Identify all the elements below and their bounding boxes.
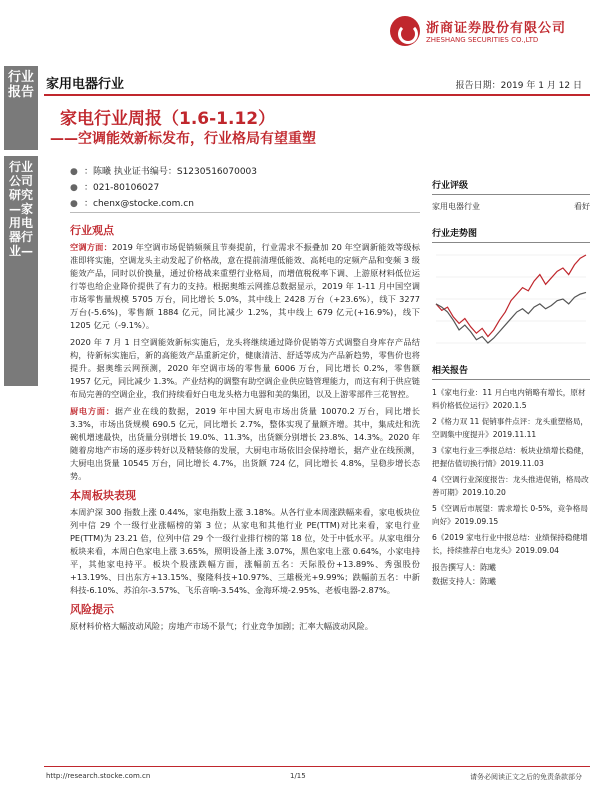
kitchen-text: 据产业在线的数据，2019 年中国大厨电市场出货量 10070.2 万台，同比增长 3.3%，市场出货规模 690.5 亿元，同比增长 2.7%，整体实现了量额齐增。其中，集成灶和洗碗机增速最快，出货量分别增长 19.0%、11.3%，出货额分别增长 23.8%、14.3%。2020 年随着房地产市场的逐步转好以及精装修的发展，大厨电市场依旧会保持增长，据产业在线预测，大厨电出货量 10545 万台，同比增长 4.7%，出货额 724 亿，同比增长 4.8%，呈稳步增长态势。 <box>70 406 420 481</box>
related-item[interactable]: 6《2019 家电行业中报总结：业绩保持稳健增长，持续推荐白电龙头》2019.09.04 <box>432 533 588 555</box>
related-item[interactable]: 2《格力双 11 促销事件点评：龙头重塑格局，空调集中度提升》2019.11.11 <box>432 417 589 439</box>
weekly-paragraph: 本周沪深 300 指数上涨 0.44%，家电指数上涨 3.18%。从各行业本周涨跌幅来看，家电板块位列中信 29 个一级行业涨幅榜的第 3 位；从家电和其他行业 PE(TTM)对比来看，家电行业 PE(TTM)为 23.21 倍，位列中信 29 个一级行业排行榜的第 18 位，处于中低水平。从家电细分板块来看，本周白色家电上涨 3.65%，照明设备上涨 3.07%，黑色家电上涨 0.64%，小家电持平，其他家电持平。板块个股涨跌幅方面，涨幅前五名：天际股份+13.89%、秀强股份+13.19%、日出东方+13.15%、聚隆科技+10.97%、三雄极光+9.99%；跌幅前五名：中新科技-6.10%、苏泊尔-3.57%、飞乐音响-3.54%、金海环境-2.95%、老板电器-2.87%。 <box>70 507 420 595</box>
support-label: 数据支持人：陈曦 <box>432 577 496 586</box>
email-icon: ● <box>70 199 78 209</box>
ac-paragraph <box>70 241 420 332</box>
footer-note: 请务必阅读正文之后的免责条款部分 <box>470 773 582 781</box>
logo-cn: 浙商证券股份有限公司 <box>426 21 567 36</box>
related-item[interactable]: 3《家电行业三季报总结：板块业绩增长稳健，把握估值切换行情》2019.11.03 <box>432 446 589 468</box>
header-divider <box>44 94 590 96</box>
section-title-risk: 风险提示 <box>70 603 114 616</box>
related-item[interactable]: 5《空调后市展望：需求增长 0-5%，竞争格局向好》2019.09.15 <box>432 504 588 526</box>
author-email[interactable]: ：chenx@stocke.com.cn <box>84 199 194 209</box>
ac-paragraph-2: 2020 年 7 月 1 日空调能效新标实施后，龙头将继续通过降价促销等方式调整自身库存产品结构，待新标实施后，新的高能效产品重新定价，健康清洁、舒适等成为产品新趋势，零售价也将提升。据奥维云网预测，2020 年空调市场的零售量 6006 万台，同比增长 0.2%，零售额 1957 亿元，同比减少 1.3%。产业结构的调整有助空调企业供应链管理能力，而这有利于供应链布局完善的空调企业，我们持续看好白电龙头格力电器和美的集团，以及上游零部件三花智控。 <box>70 337 420 399</box>
related-item[interactable]: 1《家电行业：11 月白电内销略有增长，原材料价格低位运行》2020.1.5 <box>432 388 586 410</box>
chart-series-line-0 <box>436 255 586 336</box>
author-info <box>70 164 257 212</box>
phone-icon: ● <box>70 183 78 193</box>
sidebar-report-type: 行业报告 <box>4 66 38 150</box>
report-date: 报告日期：2019 年 1 月 12 日 <box>455 81 582 91</box>
trend-chart-svg <box>432 249 590 349</box>
related-item[interactable]: 4《空调行业深度报告：龙头推进促销，格局改善可期》2019.10.20 <box>432 475 589 497</box>
related-title: 相关报告 <box>432 366 469 376</box>
rating-row <box>432 201 590 212</box>
sidebar-info <box>432 178 590 589</box>
related-list <box>432 386 590 557</box>
rating-industry: 家用电器行业 <box>432 202 480 211</box>
rating-divider <box>432 194 590 195</box>
footer-divider <box>44 766 590 767</box>
author-name: ：陈曦 执业证书编号：S1230516070003 <box>84 167 258 177</box>
author-label: 报告撰写人：陈曦 <box>432 563 496 572</box>
author-divider <box>70 212 420 213</box>
footer-url[interactable]: http://research.stocke.com.cn <box>46 772 151 780</box>
footer-page: 1/15 <box>290 772 306 780</box>
kitchen-label: 厨电方面： <box>70 406 115 416</box>
author-phone: ：021-80106027 <box>84 183 160 193</box>
contacts <box>432 561 590 589</box>
ac-text: 2019 年空调市场促销频频且节奏提前，行业需求不振叠加 20 年空调新能效等级标准即将实施，空调龙头主动发起了价格战，意在提前清理低能效、高耗电的定频产品和变频 3 级能效产品，同时以价换量，通过价格战来重塑行业格局，而增值税税率下调、上游原材料低位运行等也给企业降价提供了有力的支持。根据奥维云网推总数据显示，2019 年 1-11 月中国空调市场零售量规模 5705 万台，同比增长 5.0%，其中线上 2428 万台（+23.6%），线下 3277 万台(-5.6%)，零售额 1884 亿元，同比减少 1.2%，其中线上 679 亿元(+16.9%)，线下 1205 亿元（-9.1%）。 <box>70 242 420 330</box>
report-subtitle: ——空调能效新标发布，行业格局有望重塑 <box>50 131 316 147</box>
trend-title: 行业走势图 <box>432 229 478 239</box>
report-title: 家电行业周报（1.6-1.12） <box>60 109 276 129</box>
trend-divider <box>432 242 590 243</box>
rating-value: 看好 <box>574 202 590 211</box>
logo-icon <box>390 16 420 46</box>
logo-en: ZHESHANG SECURITIES CO.,LTD <box>426 36 539 44</box>
trend-chart <box>432 249 590 349</box>
industry-tag: 家用电器行业 <box>46 77 125 92</box>
rating-title: 行业评级 <box>432 181 469 191</box>
section-title-view: 行业观点 <box>70 224 114 237</box>
main-content <box>70 218 420 637</box>
person-icon: ● <box>70 167 78 177</box>
risk-paragraph: 原材料价格大幅波动风险；房地产市场不景气；行业竞争加剧；汇率大幅波动风险。 <box>70 621 373 631</box>
related-divider <box>432 379 590 380</box>
kitchen-paragraph <box>70 405 420 483</box>
ac-label: 空调方面： <box>70 242 112 252</box>
company-logo <box>390 14 590 50</box>
section-title-weekly: 本周板块表现 <box>70 489 136 502</box>
sidebar-category: 行业公司研究—家用电器行业— <box>4 156 38 386</box>
